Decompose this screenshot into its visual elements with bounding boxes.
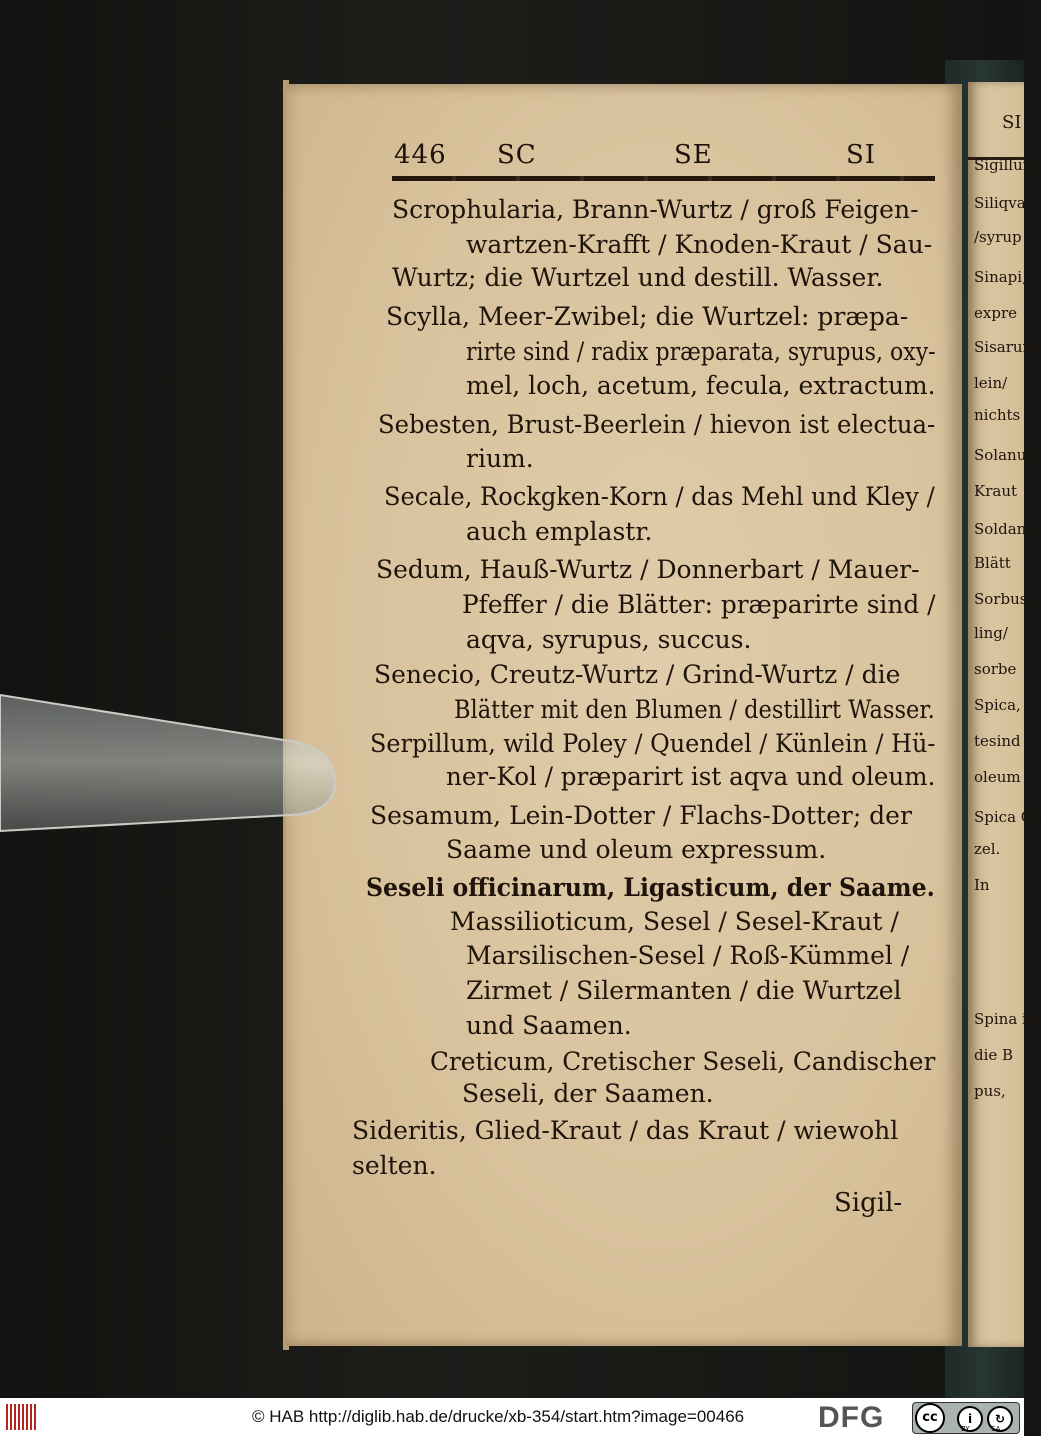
text-line: Serpillum, wild Poley / Quendel / Künlein / Hü- (370, 729, 936, 758)
text-line: mel, loch, acetum, fecula, extractum. (466, 371, 936, 400)
facing-page-line: ling/ (974, 624, 1008, 642)
running-head-right: SI (846, 140, 877, 170)
text-line: aqva, syrupus, succus. (466, 625, 752, 654)
footer-citation-link[interactable]: © HAB http://diglib.hab.de/drucke/xb-354/start.htm?image=00466 (252, 1407, 745, 1426)
facing-page-head: SI (1002, 112, 1022, 133)
facing-page-line: Siliqva, (974, 194, 1031, 212)
facing-page-line: Spica Ce (974, 808, 1041, 826)
text-line: ner-Kol / præparirt ist aqva und oleum. (446, 762, 936, 791)
library-logo (6, 1404, 38, 1430)
facing-page-line: Solanum (974, 446, 1041, 464)
facing-page-line: sorbe (974, 660, 1017, 678)
text-line: Sedum, Hauß-Wurtz / Donnerbart / Mauer- (376, 555, 920, 584)
facing-page-line: die B (974, 1046, 1014, 1064)
catchword: Sigil- (834, 1188, 903, 1218)
text-line: Sebesten, Brust-Beerlein / hievon ist electua- (378, 410, 936, 439)
facing-page-line: Sigillum (974, 156, 1037, 174)
text-line: auch emplastr. (466, 517, 653, 546)
text-line: und Saamen. (466, 1011, 632, 1040)
facing-page-line: oleum (974, 768, 1021, 786)
running-head-center: SE (674, 140, 713, 170)
facing-page-line: Sinapi, (974, 268, 1027, 286)
cc-icon: cc (915, 1403, 945, 1433)
facing-page-line: lein/ (974, 374, 1008, 392)
text-line: wartzen-Krafft / Knoden-Kraut / Sau- (466, 230, 933, 259)
running-head-left: SC (497, 140, 537, 170)
sa-label: SA (991, 1425, 1001, 1433)
by-label: BY (961, 1425, 970, 1433)
facing-page-line: Sorbus, (974, 590, 1033, 608)
text-line: Marsilischen-Sesel / Roß-Kümmel / (466, 941, 910, 970)
dfg-logo: DFG (818, 1401, 885, 1434)
text-line: Massilioticum, Sesel / Sesel-Kraut / (450, 907, 899, 936)
text-line: Secale, Rockgken-Korn / das Mehl und Kley / (384, 482, 935, 511)
text-line: Sesamum, Lein-Dotter / Flachs-Dotter; der (370, 801, 912, 830)
facing-page-line: /syrup (974, 228, 1022, 246)
facing-page-line: tesind (974, 732, 1021, 750)
page-number: 446 (394, 140, 447, 170)
text-line: Scylla, Meer-Zwibel; die Wurtzel: præpa- (386, 302, 909, 331)
footer-bar (0, 1398, 1024, 1436)
text-line: Seseli, der Saamen. (462, 1079, 714, 1108)
facing-page-line: zel. (974, 840, 1001, 858)
text-line: Pfeffer / die Blätter: præparirte sind / (462, 590, 936, 619)
by-attribution-icon: i (957, 1406, 983, 1432)
text-line: Blätter mit den Blumen / destillirt Wasser. (454, 695, 935, 724)
facing-page-line: Blätt (974, 554, 1011, 572)
facing-page-line: Sisarum (974, 338, 1037, 356)
text-line: Creticum, Cretischer Seseli, Candischer (430, 1047, 936, 1076)
facing-page-line: pus, (974, 1082, 1006, 1100)
text-line: Wurtz; die Wurtzel und destill. Wasser. (392, 263, 884, 292)
facing-page-line: expre (974, 304, 1017, 322)
text-line: Zirmet / Silermanten / die Wurtzel (466, 976, 902, 1005)
cc-license-badge[interactable] (912, 1402, 1020, 1434)
text-line: Saame und oleum expressum. (446, 835, 827, 864)
sa-share-alike-icon: ↻ (987, 1406, 1013, 1432)
facing-page-line: nichts (974, 406, 1021, 424)
text-line: selten. (352, 1151, 437, 1180)
text-line: rirte sind / radix præparata, syrupus, oxy- (466, 337, 936, 366)
facing-page-line: Spica, (974, 696, 1021, 714)
facing-page-line: In (974, 876, 990, 894)
facing-page (968, 82, 1041, 1347)
text-line: rium. (466, 444, 534, 473)
facing-page-line: Kraut (974, 482, 1018, 500)
header-rule (392, 176, 935, 181)
facing-page-line: Spina in (974, 1010, 1037, 1028)
text-line: Senecio, Creutz-Wurtz / Grind-Wurtz / die (374, 660, 901, 689)
text-line: Seseli officinarum, Ligasticum, der Saame. (366, 873, 935, 902)
facing-page-line: Soldane (974, 520, 1036, 538)
text-line: Scrophularia, Brann-Wurtz / groß Feigen- (392, 195, 919, 224)
text-line: Sideritis, Glied-Kraut / das Kraut / wiewohl (352, 1116, 899, 1145)
